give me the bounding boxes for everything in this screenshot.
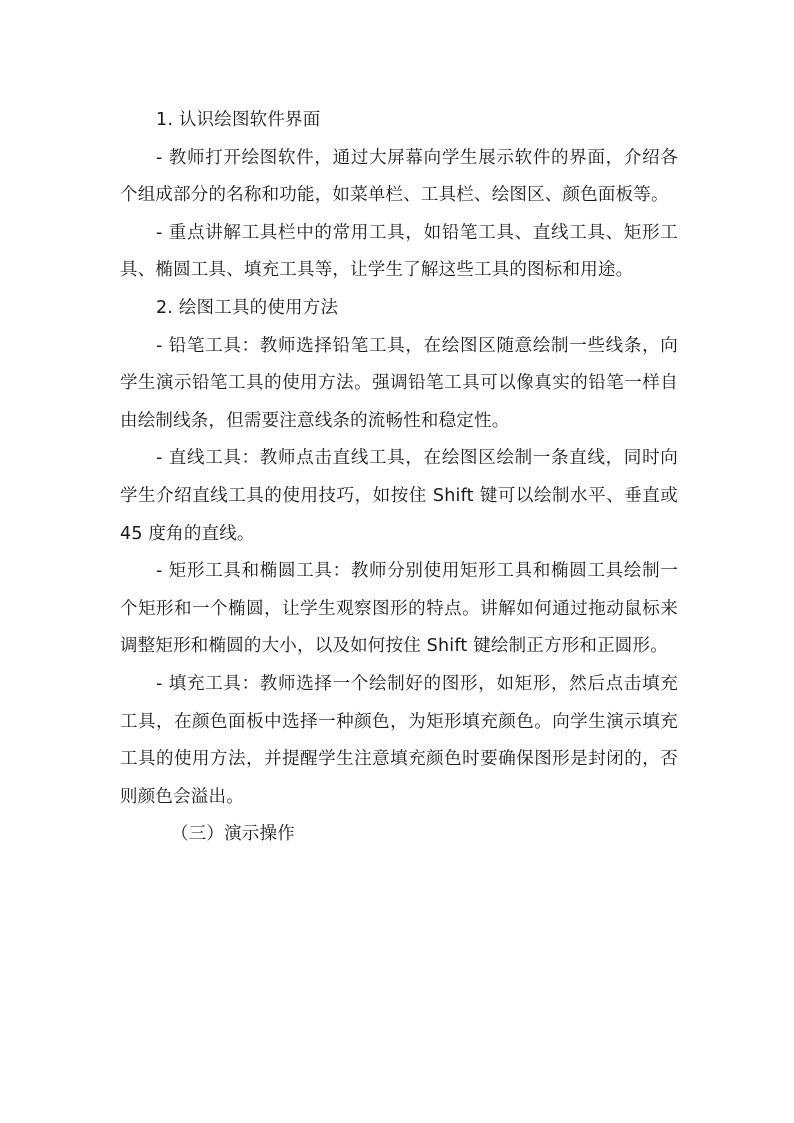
paragraph-interface-intro: - 教师打开绘图软件，通过大屏幕向学生展示软件的界面，介绍各个组成部分的名称和功能，如菜单栏、工具栏、绘图区、颜色面板等。 <box>120 147 678 206</box>
document-body <box>120 102 678 854</box>
heading-interface: 1. 认识绘图软件界面 <box>156 110 321 130</box>
paragraph-line-tool: - 直线工具：教师点击直线工具，在绘图区绘制一条直线，同时向学生介绍直线工具的使用技巧，如按住 Shift 键可以绘制水平、垂直或 45 度角的直线。 <box>120 448 678 544</box>
paragraph-rect-ellipse-tool: - 矩形工具和椭圆工具：教师分别使用矩形工具和椭圆工具绘制一个矩形和一个椭圆，让学生观察图形的特点。讲解如何通过拖动鼠标来调整矩形和椭圆的大小，以及如何按住 Shift 键绘制正方形和正圆形。 <box>120 561 678 657</box>
section-heading-demo: （三）演示操作 <box>171 824 295 845</box>
heading-tool-usage: 2. 绘图工具的使用方法 <box>156 297 339 318</box>
paragraph-pencil-tool: - 铅笔工具：教师选择铅笔工具，在绘图区随意绘制一些线条，向学生演示铅笔工具的使用方法。强调铅笔工具可以像真实的铅笔一样自由绘制线条，但需要注意线条的流畅性和稳定性。 <box>120 335 678 431</box>
paragraph-toolbar-tools: - 重点讲解工具栏中的常用工具，如铅笔工具、直线工具、矩形工具、椭圆工具、填充工具等，让学生了解这些工具的图标和用途。 <box>120 222 678 281</box>
paragraph-fill-tool: - 填充工具：教师选择一个绘制好的图形，如矩形，然后点击填充工具，在颜色面板中选择一种颜色，为矩形填充颜色。向学生演示填充工具的使用方法，并提醒学生注意填充颜色时要确保图形是封闭的，否则颜色会溢出。 <box>120 673 678 807</box>
